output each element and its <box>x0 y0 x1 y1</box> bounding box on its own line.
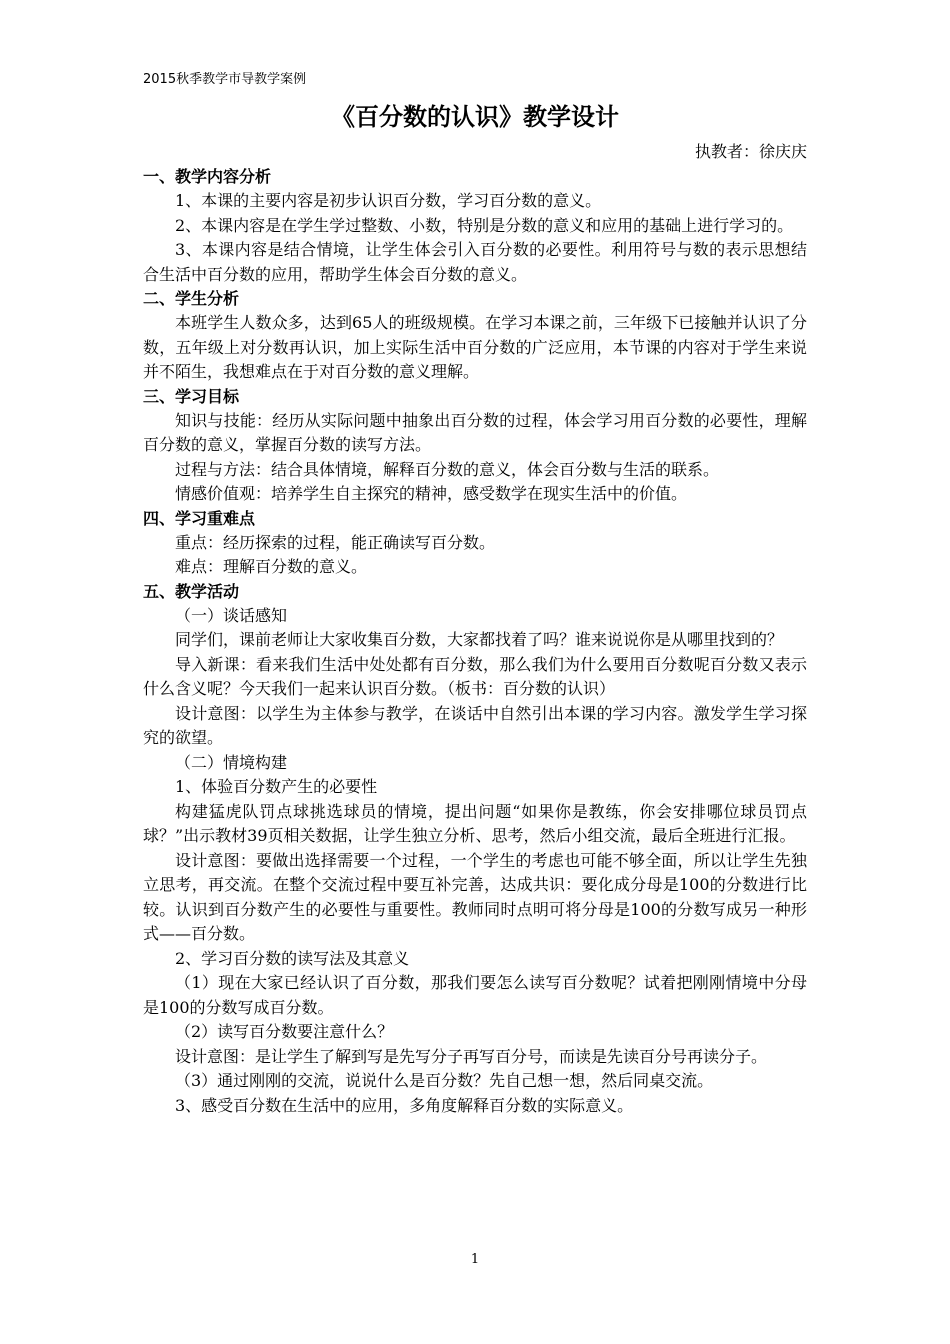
paragraph: （二）情境构建 <box>175 752 288 772</box>
paragraph: 1、体验百分数产生的必要性 <box>175 777 378 796</box>
paragraph: 导入新课：看来我们生活中处处都有百分数，那么我们为什么要用百分数呢百分数又表示什么含义呢？今天我们一起来认识百分数。（板书：百分数的认识） <box>143 654 807 698</box>
page-number: 1 <box>470 1252 480 1267</box>
paragraph: 重点：经历探索的过程，能正确读写百分数。 <box>175 532 496 552</box>
section-learning-goals <box>143 385 807 507</box>
document-title: 《百分数的认识》教学设计 <box>331 103 619 131</box>
section-key-points <box>143 507 807 580</box>
document-page <box>143 70 807 1118</box>
section-teaching-activities <box>143 580 807 1119</box>
design-intent-paragraph: 设计意图：要做出选择需要一个过程，一个学生的考虑也可能不够全面，所以让学生先独立思考，再交流。在整个交流过程中要互补完善，达成共识：要化成分母是100的分数进行比较。认识到百分数产生的必要性与重要性。教师同时点明可将分母是100的分数写成另一种形式——百分数。 <box>143 850 807 943</box>
paragraph: （1）现在大家已经认识了百分数，那我们要怎么读写百分数呢？试着把刚刚情境中分母是100的分数写成百分数。 <box>143 973 807 1017</box>
paragraph: 本班学生人数众多，达到65人的班级规模。在学习本课之前，三年级下已接触并认识了分数，五年级上对分数再认识，加上实际生活中百分数的广泛应用，本节课的内容对于学生来说并不陌生，我想难点在于对百分数的意义理解。 <box>143 313 807 381</box>
paragraph: 同学们，课前老师让大家收集百分数，大家都找着了吗？谁来说说你是从哪里找到的？ <box>175 630 784 649</box>
section-heading: 三、学习目标 <box>143 386 240 406</box>
section-heading: 二、学生分析 <box>143 289 240 308</box>
paragraph: 构建猛虎队罚点球挑选球员的情境，提出问题“如果你是教练，你会安排哪位球员罚点球？”出示教材39页相关数据，让学生独立分析、思考，然后小组交流，最后全班进行汇报。 <box>143 801 807 845</box>
paragraph: 3、本课内容是结合情境，让学生体会引入百分数的必要性。利用符号与数的表示思想结合生活中百分数的应用，帮助学生体会百分数的意义。 <box>143 240 807 284</box>
paragraph: （3）通过刚刚的交流，说说什么是百分数？先自己想一想，然后同桌交流。 <box>175 1071 714 1090</box>
section-student-analysis <box>143 287 807 385</box>
section-heading: 四、学习重难点 <box>143 508 256 528</box>
paragraph: 2、本课内容是在学生学过整数、小数，特别是分数的意义和应用的基础上进行学习的。 <box>175 215 794 235</box>
paragraph: 知识与技能：经历从实际问题中抽象出百分数的过程，体会学习用百分数的必要性，理解百分数的意义，掌握百分数的读写方法。 <box>143 410 807 454</box>
section-heading: 五、教学活动 <box>143 581 240 601</box>
paragraph: 情感价值观：培养学生自主探究的精神，感受数学在现实生活中的价值。 <box>175 484 688 503</box>
paragraph: 3、感受百分数在生活中的应用，多角度解释百分数的实际意义。 <box>175 1095 634 1115</box>
paragraph: 难点：理解百分数的意义。 <box>175 557 368 576</box>
design-intent-paragraph: 设计意图：是让学生了解到写是先写分子再写百分号，而读是先读百分号再读分子。 <box>175 1046 768 1066</box>
paragraph: 2、学习百分数的读写法及其意义 <box>175 948 410 968</box>
section-heading: 一、教学内容分析 <box>143 167 272 186</box>
document-header: 2015秋季教学市导教学案例 <box>143 72 307 87</box>
design-intent-paragraph: 设计意图：以学生为主体参与教学，在谈话中自然引出本课的学习内容。激发学生学习探究的欲望。 <box>143 703 807 747</box>
paragraph: 过程与方法：结合具体情境，解释百分数的意义，体会百分数与生活的联系。 <box>175 459 720 479</box>
paragraph: （一）谈话感知 <box>175 605 288 625</box>
author-line: 执教者：徐庆庆 <box>694 142 807 161</box>
paragraph: （2）读写百分数要注意什么？ <box>175 1022 394 1041</box>
paragraph: 1、本课的主要内容是初步认识百分数，学习百分数的意义。 <box>175 191 602 210</box>
section-content-analysis <box>143 165 807 287</box>
